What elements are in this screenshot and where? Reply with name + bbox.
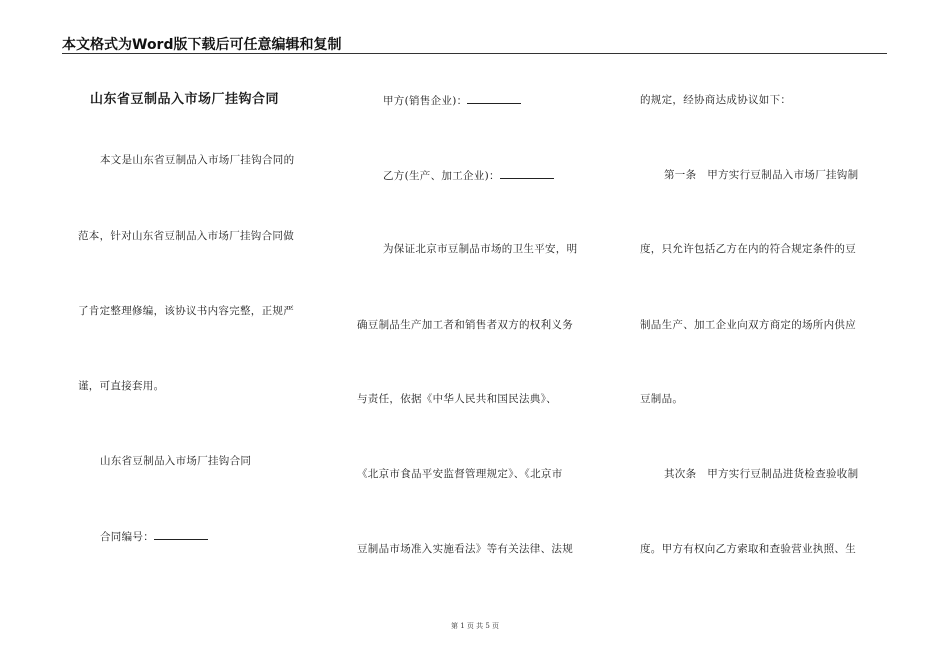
contract-number-blank bbox=[154, 529, 208, 540]
paragraph-line: 范本，针对山东省豆制品入市场厂挂钩合同做 bbox=[78, 230, 294, 242]
party-b-field bbox=[383, 168, 554, 183]
paragraph-line: 《北京市食品平安监督管理规定》、《北京市 bbox=[357, 468, 563, 480]
paragraph-line: 豆制品市场准入实施看法》等有关法律、法规 bbox=[357, 543, 573, 555]
article-heading-line: 其次条 甲方实行豆制品进货检查验收制 bbox=[664, 468, 859, 480]
paragraph-line: 谨，可直接套用。 bbox=[78, 380, 165, 392]
paragraph-line: 的规定，经协商达成协议如下： bbox=[640, 94, 792, 106]
paragraph-line: 本文是山东省豆制品入市场厂挂钩合同的 bbox=[100, 154, 295, 166]
paragraph-line: 制品生产、加工企业向双方商定的场所内供应 bbox=[640, 319, 856, 331]
paragraph-line: 与责任，依据《中华人民共和国民法典》、 bbox=[357, 393, 557, 405]
party-b-blank bbox=[500, 168, 554, 179]
contract-number-field bbox=[100, 529, 208, 544]
column-1 bbox=[80, 0, 325, 620]
document-header: 本文格式为Word版下载后可任意编辑和复制 bbox=[62, 37, 342, 53]
party-a-blank bbox=[467, 93, 521, 104]
document-title: 山东省豆制品入市场厂挂钩合同 bbox=[90, 92, 280, 107]
contract-subtitle: 山东省豆制品入市场厂挂钩合同 bbox=[100, 455, 252, 467]
paragraph-line: 度。甲方有权向乙方索取和查验营业执照、生 bbox=[640, 543, 856, 555]
column-3 bbox=[638, 0, 883, 620]
contract-number-label: 合同编号： bbox=[100, 531, 154, 543]
paragraph-line: 了肯定整理修编，该协议书内容完整，正规严 bbox=[78, 305, 294, 317]
paragraph-line: 度，只允许包括乙方在内的符合规定条件的豆 bbox=[640, 243, 856, 255]
page-number: 第 1 页 共 5 页 bbox=[450, 622, 500, 630]
paragraph-line: 为保证北京市豆制品市场的卫生平安，明 bbox=[383, 243, 578, 255]
paragraph-line: 豆制品。 bbox=[640, 393, 684, 405]
party-b-label: 乙方(生产、加工企业)： bbox=[383, 170, 500, 182]
party-a-field bbox=[383, 93, 521, 108]
column-2 bbox=[357, 0, 602, 620]
party-a-label: 甲方(销售企业)： bbox=[383, 95, 468, 107]
paragraph-line: 确豆制品生产加工者和销售者双方的权利义务 bbox=[357, 319, 573, 331]
article-heading-line: 第一条 甲方实行豆制品入市场厂挂钩制 bbox=[664, 169, 859, 181]
